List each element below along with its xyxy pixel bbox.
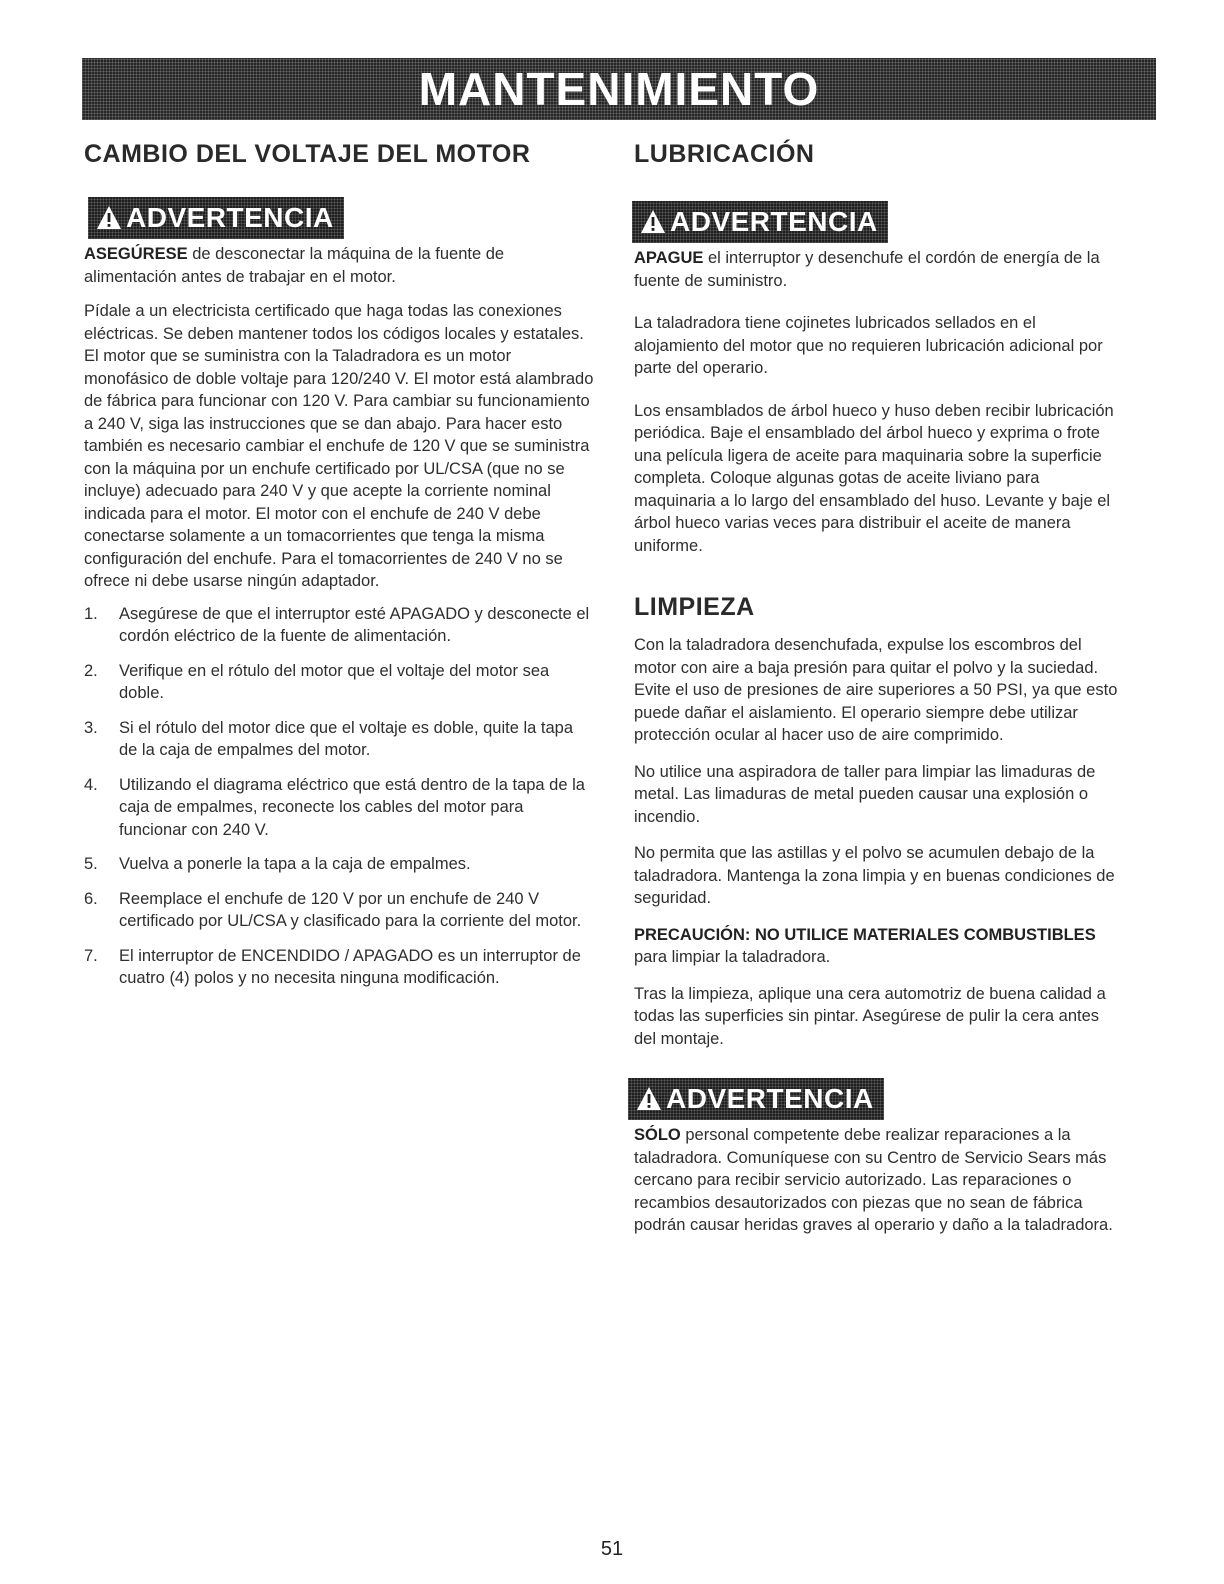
header-banner [82,58,1156,120]
step-text: Reemplace el enchufe de 120 V por un enchufe de 240 V certificado por UL/CSA y clasificado para la corriente del motor. [119,889,582,930]
list-item [84,945,594,990]
cleaning-paragraph-3: No permita que las astillas y el polvo se acumulen debajo de la taladradora. Mantenga la zona limpia y en buenas condiciones de seguridad. [634,844,1115,907]
warning-label-service [628,1078,884,1120]
lubrication-paragraph-2: Los ensamblados de árbol hueco y huso deben recibir lubricación periódica. Baje el ensamblado del árbol hueco y exprima o frote una película ligera de aceite para maquinaria sobre la superficie completa. Coloque algunas gotas de aceite liviano para maquinaria a lo largo del ensamblado del huso. Levante y baje el árbol hueco varias veces para distribuir el aceite de manera uniforme. [634,401,1114,555]
warning-text-lubrication [634,247,1124,292]
warning-label-text: ADVERTENCIA [126,202,334,233]
step-text: Asegúrese de que el interruptor esté APAGADO y desconecte el cordón eléctrico de la fuente de alimentación. [119,604,590,645]
list-item [84,774,594,842]
warning-triangle-icon [636,1086,662,1112]
warning-bold-word: ASEGÚRESE [84,245,188,263]
warning-body: de desconectar la máquina de la fuente de alimentación antes de trabajar en el motor. [84,245,505,286]
step-number: 6. [84,889,98,908]
step-number: 7. [84,946,98,965]
list-item [84,660,594,705]
left-column [84,140,594,990]
step-number: 3. [84,718,98,737]
caution-bold: PRECAUCIÓN: NO UTILICE MATERIALES COMBUSTIBLES [634,925,1096,944]
caution-text: para limpiar la taladradora. [634,948,831,966]
warning-body: personal competente debe realizar reparaciones a la taladradora. Comuníquese con su Centro de Servicio Sears más cercano para recibir servicio autorizado. Las reparaciones o recambios desautorizados con piezas que no sean de fábrica podrán causar heridas graves al operario y daño a la taladradora. [634,1126,1113,1234]
step-number: 4. [84,775,98,794]
right-column [634,140,1124,1237]
section-heading-voltage: CAMBIO DEL VOLTAJE DEL MOTOR [84,140,531,168]
warning-triangle-icon [96,205,122,231]
warning-label-text: ADVERTENCIA [666,1083,874,1114]
step-text: Utilizando el diagrama eléctrico que está dentro de la tapa de la caja de empalmes, reconecte los cables del motor para funcionar con 240 V. [119,775,585,839]
warning-text-service [634,1124,1124,1237]
warning-label-text: ADVERTENCIA [670,206,878,237]
list-item [84,853,594,876]
step-number: 1. [84,604,98,623]
caution-paragraph [634,924,1124,969]
lubrication-paragraph-1: La taladradora tiene cojinetes lubricados sellados en el alojamiento del motor que no requieren lubricación adicional por parte del operario. [634,314,1103,377]
page-title: MANTENIMIENTO [418,63,820,115]
warning-bold-word: SÓLO [634,1126,681,1144]
step-text: Vuelva a ponerle la tapa a la caja de empalmes. [119,855,471,873]
cleaning-paragraph-1: Con la taladradora desenchufada, expulse los escombros del motor con aire a baja presión para quitar el polvo y la suciedad. Evite el uso de presiones de aire superiores a 50 PSI, ya que esto puede dañar el aislamiento. El operario siempre debe utilizar protección ocular al hacer uso de aire comprimido. [634,636,1118,744]
section-heading-cleaning: LIMPIEZA [634,593,755,621]
warning-text-voltage [84,243,594,288]
warning-label-voltage [88,197,344,239]
voltage-paragraph: Pídale a un electricista certificado que haga todas las conexiones eléctricas. Se deben mantener todos los códigos locales y estatales. El motor que se suministra con la Taladradora es un motor monofásico de doble voltaje para 120/240 V. El motor está alambrado de fábrica para funcionar con 120 V. Para cambiar su funcionamiento a 240 V, siga las instrucciones que se dan abajo. Para hacer esto también es necesario cambiar el enchufe de 120 V que se suministra con la máquina por un enchufe certificado por UL/CSA (que no se incluye) adecuado para 240 V y que acepte la corriente nominal indicada para el motor. El motor con el enchufe de 240 V debe conectarse solamente a un tomacorrientes que tenga la misma configuración del enchufe. Para el tomacorrientes de 240 V no se ofrece ni debe usarse ningún adaptador. [84,302,594,590]
voltage-steps-list [84,603,594,990]
section-heading-lubrication: LUBRICACIÓN [634,140,815,168]
warning-body: el interruptor y desenchufe el cordón de energía de la fuente de suministro. [634,249,1100,290]
warning-label-lubrication [632,201,888,243]
step-text: El interruptor de ENCENDIDO / APAGADO es un interruptor de cuatro (4) polos y no necesita ninguna modificación. [119,946,581,987]
cleaning-paragraph-2: No utilice una aspiradora de taller para limpiar las limaduras de metal. Las limaduras de metal pueden causar una explosión o incendio. [634,762,1096,826]
cleaning-paragraph-4: Tras la limpieza, aplique una cera automotriz de buena calidad a todas las superficies sin pintar. Asegúrese de pulir la cera antes del montaje. [634,984,1106,1048]
list-item [84,603,594,648]
step-text: Verifique en el rótulo del motor que el voltaje del motor sea doble. [119,661,550,702]
step-number: 5. [84,855,98,873]
warning-triangle-icon [640,209,666,235]
warning-bold-word: APAGUE [634,249,704,267]
list-item [84,888,594,933]
page-number: 51 [600,1538,624,1560]
step-text: Si el rótulo del motor dice que el voltaje es doble, quite la tapa de la caja de empalmes del motor. [119,718,574,759]
step-number: 2. [84,661,98,680]
list-item [84,717,594,762]
